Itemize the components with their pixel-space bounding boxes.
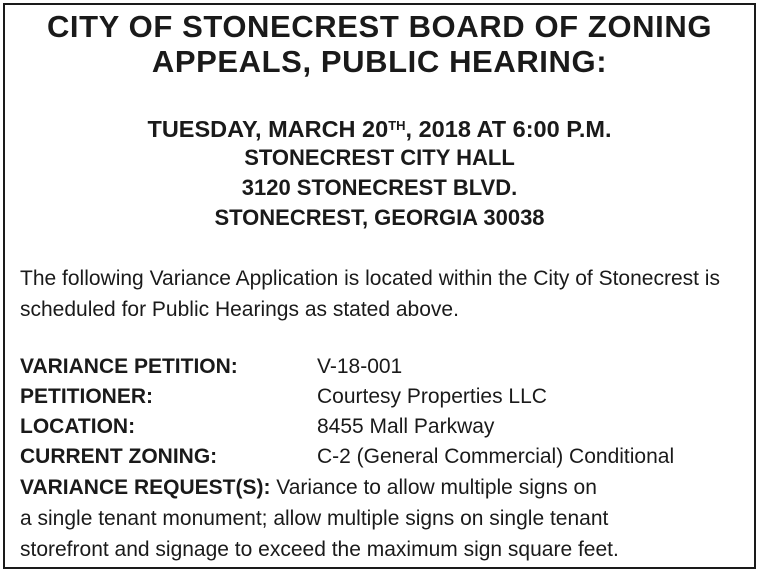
meeting-venue: STONECREST CITY HALL [244, 145, 515, 170]
variance-details [20, 352, 750, 565]
variance-request-line-3: storefront and signage to exceed the maximum sign square feet. [20, 538, 619, 561]
notice-title-line-2: APPEALS, PUBLIC HEARING: [151, 44, 608, 79]
variance-request-label: VARIANCE REQUEST(S): [20, 476, 271, 499]
detail-label: PETITIONER: [20, 385, 154, 408]
public-hearing-notice [3, 3, 756, 569]
detail-row-zoning [20, 442, 750, 472]
detail-label: VARIANCE PETITION: [20, 355, 238, 378]
detail-label: LOCATION: [20, 415, 136, 438]
meeting-year-time: , 2018 AT 6:00 P.M. [405, 116, 612, 142]
detail-row-petitioner [20, 382, 750, 412]
detail-value: C-2 (General Commercial) Conditional [317, 445, 675, 468]
detail-row-location [20, 412, 750, 442]
meeting-date-suffix: TH [388, 118, 406, 133]
intro-paragraph: The following Variance Application is located within the City of Stonecrest is scheduled for Public Hearings as stated above. [20, 267, 720, 321]
detail-row-petition [20, 352, 750, 382]
notice-title-line-1: CITY OF STONECREST BOARD OF ZONING [46, 9, 713, 44]
variance-request-text-1: Variance to allow multiple signs on [276, 476, 597, 499]
detail-value: 8455 Mall Parkway [317, 415, 495, 438]
meeting-day-date: TUESDAY, MARCH 20 [147, 116, 389, 142]
variance-request [20, 472, 750, 565]
variance-request-line-2: a single tenant monument; allow multiple signs on single tenant [20, 507, 609, 530]
notice-title [5, 9, 754, 79]
meeting-info [5, 115, 754, 233]
variance-request-line-1 [20, 472, 750, 503]
detail-value: V-18-001 [317, 355, 403, 378]
detail-value: Courtesy Properties LLC [317, 385, 547, 408]
meeting-street-address: 3120 STONECREST BLVD. [241, 175, 518, 200]
detail-label: CURRENT ZONING: [20, 445, 218, 468]
meeting-city-state-zip: STONECREST, GEORGIA 30038 [214, 205, 545, 230]
meeting-date-time [5, 115, 754, 143]
